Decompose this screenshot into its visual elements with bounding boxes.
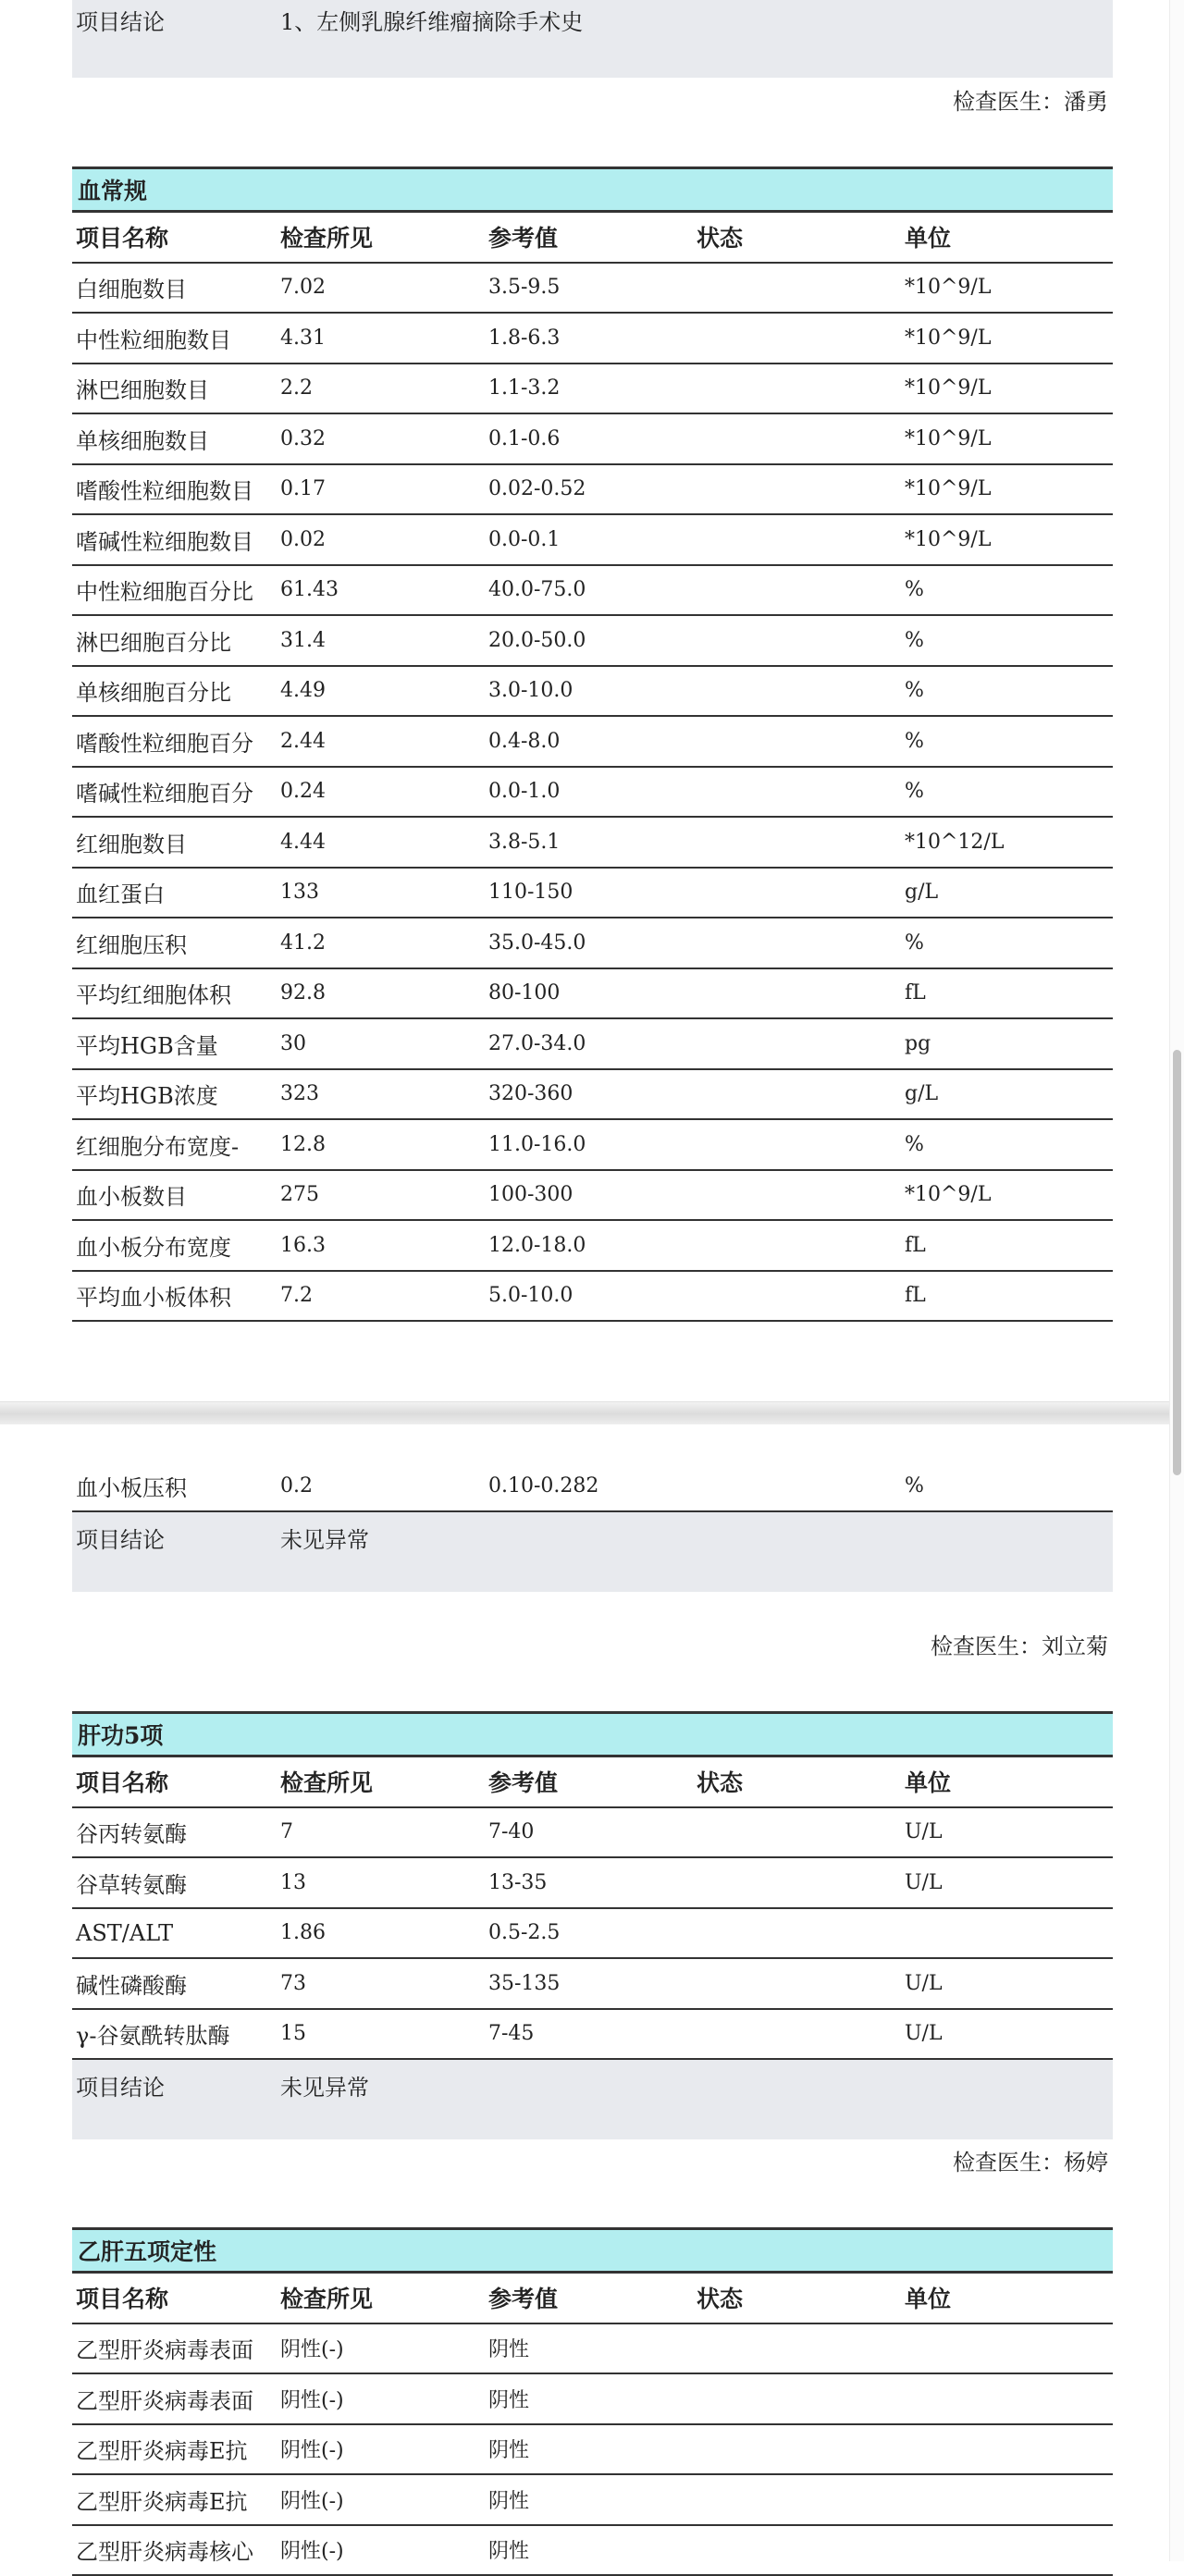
cell-name: 谷草转氨酶 (72, 1867, 280, 1899)
liver-function-table (72, 1711, 1113, 2139)
conclusion-label: 项目结论 (72, 1522, 280, 1554)
cell-value: 323 (280, 1082, 488, 1105)
cell-unit: fL (905, 1284, 1113, 1307)
cell-reference: 0.02-0.52 (488, 477, 697, 500)
cell-name: 单核细胞数目 (72, 423, 280, 455)
doctor-label: 检查医生： (953, 2150, 1064, 2175)
table-row (72, 414, 1113, 465)
cell-unit: % (905, 1133, 1113, 1156)
table-row (72, 818, 1113, 869)
scrollbar-thumb[interactable] (1173, 1050, 1181, 1475)
cell-unit: % (905, 578, 1113, 601)
cell-name: 谷丙转氨酶 (72, 1816, 280, 1848)
cell-unit: % (905, 1474, 1113, 1498)
cell-reference: 0.0-1.0 (488, 780, 697, 803)
header-unit: 单位 (905, 2281, 1113, 2314)
cell-name: 平均血小板体积 (72, 1279, 280, 1312)
header-item-name: 项目名称 (72, 2281, 280, 2314)
cell-unit: U/L (905, 1972, 1113, 1995)
cell-reference: 100-300 (488, 1183, 697, 1206)
cell-name: 乙型肝炎病毒核心 (72, 2533, 280, 2566)
table-row (72, 616, 1113, 667)
doctor-signature (72, 2144, 1108, 2176)
table-row (72, 2010, 1113, 2061)
cell-value: 7 (280, 1820, 488, 1843)
cell-value: 2.2 (280, 376, 488, 400)
cell-unit: g/L (905, 881, 1113, 904)
cell-reference: 阴性 (488, 2334, 697, 2362)
cell-unit: U/L (905, 1871, 1113, 1894)
table-row (72, 717, 1113, 768)
conclusion-text: 未见异常 (280, 2069, 369, 2101)
header-item-name: 项目名称 (72, 1765, 280, 1798)
hepatitis-b-table (72, 2227, 1113, 2576)
header-item-name: 项目名称 (72, 220, 280, 253)
table-row (72, 1808, 1113, 1859)
cell-value: 0.24 (280, 780, 488, 803)
cell-reference: 1.1-3.2 (488, 376, 697, 400)
table-row (72, 2425, 1113, 2476)
cell-value: 0.32 (280, 427, 488, 450)
cell-name: 单核细胞百分比 (72, 674, 280, 707)
cell-unit: U/L (905, 1820, 1113, 1843)
table-row (72, 465, 1113, 516)
cell-name: 红细胞分布宽度- (72, 1128, 280, 1161)
cell-reference: 3.0-10.0 (488, 679, 697, 702)
cell-value: 1.86 (280, 1921, 488, 1944)
cell-name: 血红蛋白 (72, 876, 280, 908)
cell-reference: 0.4-8.0 (488, 730, 697, 753)
doctor-signature (72, 1628, 1108, 1660)
table-row (72, 1461, 1113, 1512)
table-row (72, 1171, 1113, 1222)
header-reference: 参考值 (488, 2281, 697, 2314)
cell-value: 7.2 (280, 1284, 488, 1307)
cell-name: 嗜碱性粒细胞百分 (72, 775, 280, 807)
cell-unit: U/L (905, 2022, 1113, 2045)
conclusion-text: 未见异常 (280, 1522, 369, 1554)
table-header (72, 1757, 1113, 1808)
cell-reference: 11.0-16.0 (488, 1133, 697, 1156)
cell-unit: fL (905, 981, 1113, 1005)
doctor-label: 检查医生： (931, 1633, 1042, 1659)
cell-reference: 35.0-45.0 (488, 931, 697, 955)
cell-reference: 阴性 (488, 2434, 697, 2463)
cell-value: 0.2 (280, 1474, 488, 1498)
table-header (72, 2274, 1113, 2324)
table-row (72, 364, 1113, 415)
conclusion-row (72, 0, 1113, 78)
cell-unit: % (905, 780, 1113, 803)
cell-unit: *10^9/L (905, 327, 1113, 350)
conclusion-row (72, 1512, 1113, 1592)
header-status: 状态 (697, 1765, 905, 1798)
section-title: 血常规 (72, 166, 1113, 213)
cell-value: 4.44 (280, 831, 488, 854)
cell-unit: % (905, 730, 1113, 753)
cell-unit: *10^9/L (905, 376, 1113, 400)
header-finding: 检查所见 (280, 220, 488, 253)
cell-reference: 0.5-2.5 (488, 1921, 697, 1944)
table-row (72, 2324, 1113, 2375)
cell-name: γ-谷氨酰转肽酶 (72, 2017, 280, 2050)
doctor-label: 检查医生： (953, 89, 1064, 115)
cell-value: 133 (280, 881, 488, 904)
cell-reference: 27.0-34.0 (488, 1032, 697, 1055)
cell-name: 淋巴细胞百分比 (72, 624, 280, 657)
cell-value: 12.8 (280, 1133, 488, 1156)
doctor-signature (72, 83, 1108, 116)
cell-name: 嗜酸性粒细胞百分 (72, 725, 280, 758)
cell-reference: 80-100 (488, 981, 697, 1005)
cell-value: 13 (280, 1871, 488, 1894)
vertical-scrollbar[interactable] (1169, 0, 1184, 2561)
table-row (72, 566, 1113, 617)
previous-section-conclusion (72, 0, 1113, 78)
cell-value: 阴性(-) (280, 2334, 488, 2362)
cell-value: 31.4 (280, 629, 488, 652)
cell-value: 275 (280, 1183, 488, 1206)
cell-reference: 阴性 (488, 2485, 697, 2514)
page-separator (0, 1401, 1170, 1426)
table-row (72, 264, 1113, 314)
cell-unit: *10^9/L (905, 528, 1113, 551)
table-row (72, 2526, 1113, 2576)
cell-reference: 110-150 (488, 881, 697, 904)
cell-reference: 1.8-6.3 (488, 327, 697, 350)
cell-unit: % (905, 931, 1113, 955)
cell-name: 乙型肝炎病毒表面 (72, 2332, 280, 2364)
blood-rows (72, 264, 1113, 1323)
cell-name: 平均HGB浓度 (72, 1078, 280, 1110)
cell-name: 碱性磷酸酶 (72, 1967, 280, 2000)
cell-reference: 320-360 (488, 1082, 697, 1105)
cell-name: 平均HGB含量 (72, 1028, 280, 1060)
cell-reference: 0.0-0.1 (488, 528, 697, 551)
cell-name: 红细胞压积 (72, 927, 280, 959)
cell-value: 阴性(-) (280, 2535, 488, 2564)
conclusion-row (72, 2060, 1113, 2139)
header-reference: 参考值 (488, 1765, 697, 1798)
header-status: 状态 (697, 220, 905, 253)
doctor-name: 刘立菊 (1042, 1633, 1108, 1659)
cell-name: 乙型肝炎病毒表面 (72, 2383, 280, 2415)
table-row (72, 2475, 1113, 2526)
table-row (72, 314, 1113, 364)
cell-value: 16.3 (280, 1234, 488, 1257)
table-row (72, 1272, 1113, 1323)
table-row (72, 768, 1113, 819)
cell-reference: 阴性 (488, 2535, 697, 2564)
cell-value: 4.49 (280, 679, 488, 702)
table-row (72, 1019, 1113, 1070)
cell-value: 阴性(-) (280, 2434, 488, 2463)
cell-value: 15 (280, 2022, 488, 2045)
cell-value: 7.02 (280, 276, 488, 299)
cell-reference: 0.10-0.282 (488, 1474, 697, 1498)
doctor-name: 杨婷 (1064, 2150, 1108, 2175)
cell-name: 血小板数目 (72, 1178, 280, 1211)
cell-reference: 13-35 (488, 1871, 697, 1894)
cell-name: 嗜碱性粒细胞数目 (72, 524, 280, 556)
cell-name: AST/ALT (72, 1920, 280, 1946)
cell-name: 血小板压积 (72, 1470, 280, 1502)
table-row (72, 1070, 1113, 1121)
cell-unit: % (905, 679, 1113, 702)
table-row (72, 1221, 1113, 1272)
table-row (72, 1909, 1113, 1960)
cell-reference: 20.0-50.0 (488, 629, 697, 652)
cell-value: 73 (280, 1972, 488, 1995)
header-unit: 单位 (905, 1765, 1113, 1798)
hepb-rows (72, 2324, 1113, 2576)
cell-value: 30 (280, 1032, 488, 1055)
cell-value: 阴性(-) (280, 2485, 488, 2514)
table-row (72, 2374, 1113, 2425)
cell-value: 阴性(-) (280, 2385, 488, 2413)
cell-name: 乙型肝炎病毒E抗 (72, 2484, 280, 2516)
cell-value: 61.43 (280, 578, 488, 601)
section-title: 乙肝五项定性 (72, 2227, 1113, 2274)
cell-name: 白细胞数目 (72, 271, 280, 303)
cell-value: 4.31 (280, 327, 488, 350)
cell-unit: fL (905, 1234, 1113, 1257)
table-row (72, 969, 1113, 1020)
cell-name: 红细胞数目 (72, 826, 280, 858)
cell-reference: 0.1-0.6 (488, 427, 697, 450)
header-unit: 单位 (905, 220, 1113, 253)
cell-name: 平均红细胞体积 (72, 977, 280, 1009)
report-page-2 (0, 1424, 1170, 2561)
cell-reference: 40.0-75.0 (488, 578, 697, 601)
cell-unit: *10^9/L (905, 276, 1113, 299)
cell-reference: 5.0-10.0 (488, 1284, 697, 1307)
table-header (72, 213, 1113, 264)
table-row (72, 1120, 1113, 1171)
table-row (72, 1959, 1113, 2010)
conclusion-label: 项目结论 (72, 4, 280, 36)
doctor-name: 潘勇 (1064, 89, 1108, 115)
cell-reference: 7-40 (488, 1820, 697, 1843)
cell-reference: 35-135 (488, 1972, 697, 1995)
table-row (72, 1858, 1113, 1909)
cell-name: 淋巴细胞数目 (72, 372, 280, 404)
cell-unit: *10^12/L (905, 831, 1113, 854)
header-status: 状态 (697, 2281, 905, 2314)
cell-name: 嗜酸性粒细胞数目 (72, 473, 280, 505)
cell-unit: *10^9/L (905, 477, 1113, 500)
cell-name: 中性粒细胞数目 (72, 322, 280, 354)
table-row (72, 869, 1113, 919)
cell-value: 41.2 (280, 931, 488, 955)
blood-routine-table (72, 166, 1113, 1322)
section-title: 肝功5项 (72, 1711, 1113, 1757)
table-row (72, 918, 1113, 969)
cell-name: 中性粒细胞百分比 (72, 573, 280, 606)
cell-reference: 7-45 (488, 2022, 697, 2045)
cell-unit: % (905, 629, 1113, 652)
cell-unit: pg (905, 1032, 1113, 1055)
cell-unit: *10^9/L (905, 1183, 1113, 1206)
header-finding: 检查所见 (280, 2281, 488, 2314)
cell-value: 92.8 (280, 981, 488, 1005)
cell-unit: *10^9/L (905, 427, 1113, 450)
header-finding: 检查所见 (280, 1765, 488, 1798)
cell-reference: 12.0-18.0 (488, 1234, 697, 1257)
conclusion-text: 1、左侧乳腺纤维瘤摘除手术史 (280, 4, 583, 36)
cell-reference: 阴性 (488, 2385, 697, 2413)
cell-reference: 3.5-9.5 (488, 276, 697, 299)
cell-value: 0.17 (280, 477, 488, 500)
conclusion-label: 项目结论 (72, 2069, 280, 2101)
table-row (72, 515, 1113, 566)
liver-rows (72, 1808, 1113, 2061)
cell-name: 乙型肝炎病毒E抗 (72, 2433, 280, 2465)
cell-name: 血小板分布宽度 (72, 1229, 280, 1262)
header-reference: 参考值 (488, 220, 697, 253)
cell-unit: g/L (905, 1082, 1113, 1105)
cell-value: 2.44 (280, 730, 488, 753)
cell-value: 0.02 (280, 528, 488, 551)
table-row (72, 667, 1113, 718)
cell-reference: 3.8-5.1 (488, 831, 697, 854)
blood-routine-table-continued (72, 1461, 1113, 1592)
